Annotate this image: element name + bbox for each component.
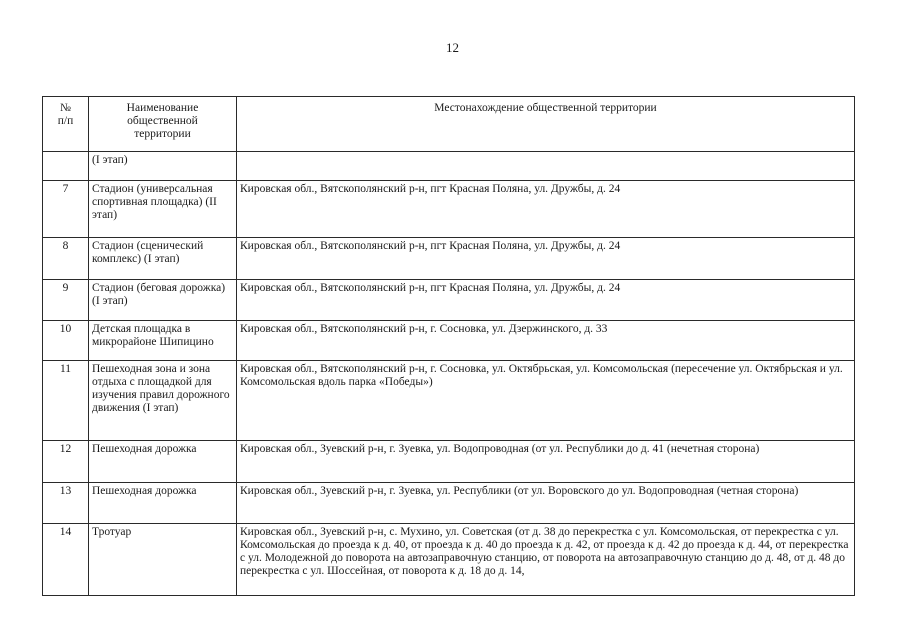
row-number: 10 — [43, 321, 89, 361]
row-name: Пешеходная зона и зона отдыха с площадкой для изучения правил дорожного движения (I этап) — [89, 361, 237, 441]
row-name: Пешеходная дорожка — [89, 441, 237, 483]
row-name: Детская площадка в микрорайоне Шипицино — [89, 321, 237, 361]
row-number — [43, 152, 89, 181]
table-row — [43, 361, 855, 441]
table-row — [43, 152, 855, 181]
table-row — [43, 483, 855, 524]
header-name: Наименование общественной территории — [89, 97, 237, 152]
row-number: 12 — [43, 441, 89, 483]
table-row — [43, 238, 855, 280]
table-row — [43, 280, 855, 321]
row-location: Кировская обл., Вятскополянский р-н, г. Сосновка, ул. Октябрьская, ул. Комсомольская (пересечение ул. Октябрьская и ул. Комсомольская вдоль парка «Победы») — [237, 361, 855, 441]
row-location: Кировская обл., Зуевский р-н, г. Зуевка, ул. Водопроводная (от ул. Республики до д. 41 (нечетная сторона) — [237, 441, 855, 483]
row-name: (I этап) — [89, 152, 237, 181]
page-number: 12 — [446, 40, 459, 55]
row-number: 8 — [43, 238, 89, 280]
row-name: Стадион (универсальная спортивная площадка) (II этап) — [89, 181, 237, 238]
row-location: Кировская обл., Вятскополянский р-н, пгт Красная Поляна, ул. Дружбы, д. 24 — [237, 181, 855, 238]
row-location: Кировская обл., Вятскополянский р-н, пгт Красная Поляна, ул. Дружбы, д. 24 — [237, 280, 855, 321]
row-location: Кировская обл., Зуевский р-н, г. Зуевка, ул. Республики (от ул. Воровского до ул. Водопроводная (четная сторона) — [237, 483, 855, 524]
row-name: Стадион (сценический комплекс) (I этап) — [89, 238, 237, 280]
row-number: 13 — [43, 483, 89, 524]
table-row — [43, 524, 855, 596]
row-number: 9 — [43, 280, 89, 321]
table-row — [43, 441, 855, 483]
row-location: Кировская обл., Зуевский р-н, с. Мухино, ул. Советская (от д. 38 до перекрестка с ул. Комсомольская, от перекрестка с ул. Комсомольская до проезда к д. 40, от проезда к д. 40 до проезда к д. 42, от проезда к д. 42 до проезда к д. 44, от перекрестка с ул. Молодежной до поворота на автозаправочную станцию, от поворота на автозаправочную станцию до д. 48, от д. 48 до перекрестка с ул. Шоссейная, от поворота к д. 18 до д. 14, — [237, 524, 855, 596]
table-row — [43, 181, 855, 238]
row-name: Стадион (беговая дорожка) (I этап) — [89, 280, 237, 321]
row-name: Пешеходная дорожка — [89, 483, 237, 524]
table-header-row — [43, 97, 855, 152]
header-location: Местонахождение общественной территории — [237, 97, 855, 152]
row-location: Кировская обл., Вятскополянский р-н, пгт Красная Поляна, ул. Дружбы, д. 24 — [237, 238, 855, 280]
row-number: 11 — [43, 361, 89, 441]
header-number: № п/п — [43, 97, 89, 152]
row-name: Тротуар — [89, 524, 237, 596]
row-number: 14 — [43, 524, 89, 596]
table-row — [43, 321, 855, 361]
row-location: Кировская обл., Вятскополянский р-н, г. Сосновка, ул. Дзержинского, д. 33 — [237, 321, 855, 361]
territories-table — [42, 96, 855, 596]
row-location — [237, 152, 855, 181]
row-number: 7 — [43, 181, 89, 238]
